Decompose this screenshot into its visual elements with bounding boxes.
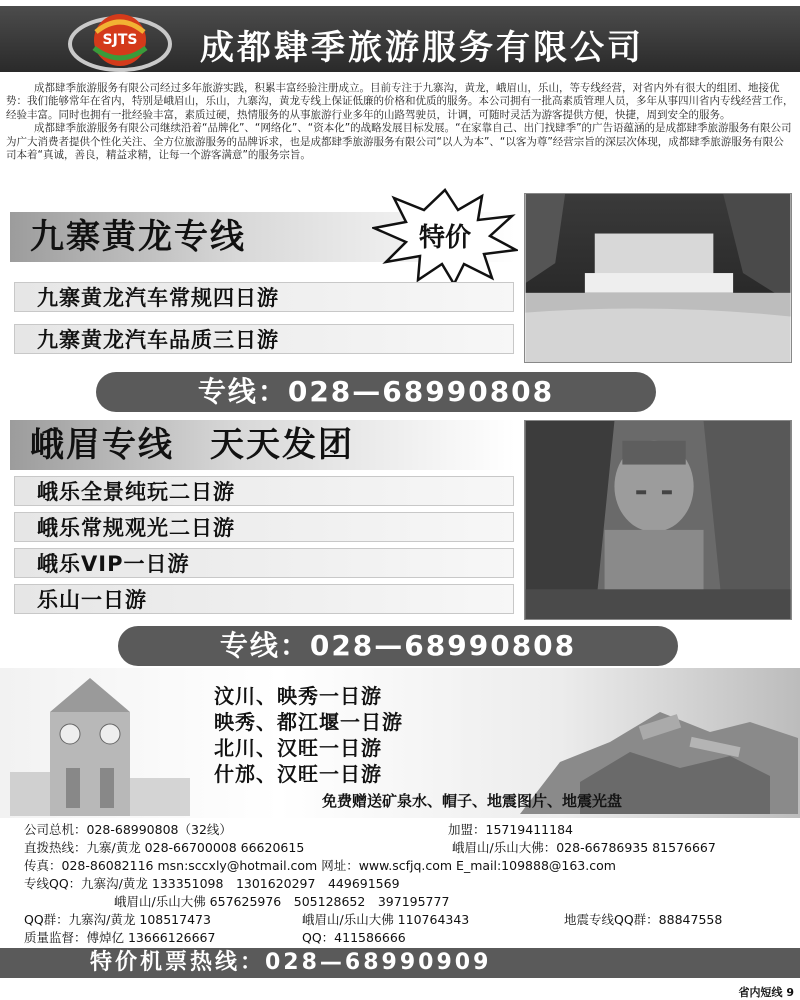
company-logo — [66, 6, 174, 76]
route-item[interactable]: 乐山一日游 — [14, 584, 514, 614]
intro-paragraph: 成都肆季旅游服务有限公司继续沿着“品牌化”、“网络化”、“资本化”的战略发展目标发展。“在家靠自己、出门找肆季”的广告语蕴涵的是成都肆季旅游服务有限公司为广大消费者提供个性化关注、全方位旅游服务的品牌诉求，也是成都肆季旅游服务有限公司“以人为本”、“以客为尊”经营宗旨的深层次体现，成都肆季旅游服务有限公司本着“真诚，善良，精益求精，让每一个游客满意”的服务宗旨。 — [6, 122, 792, 162]
quake-route-item[interactable]: 什邡、汉旺一日游 — [214, 762, 382, 786]
contact-group-jiuzhai: QQ群：九寨沟/黄龙 108517473 — [24, 912, 211, 927]
contact-join: 加盟：15719411184 — [448, 822, 573, 837]
ticket-hotline: 特价机票热线：028—68990909 — [0, 948, 800, 978]
page-footer: 省内短线 9 — [738, 986, 794, 999]
contact-supervise: 质量监督：傅焯亿 13666126667 — [24, 930, 216, 945]
contact-qq-jiuzhai: 专线QQ：九寨沟/黄龙 133351098 1301620297 449691569 — [24, 876, 400, 891]
header — [0, 0, 800, 80]
discount-badge-text: 特价 — [418, 223, 472, 253]
contact-group-quake: 地震专线QQ群：88847558 — [564, 912, 723, 927]
section-title-jiuzhai: 九寨黄龙专线 — [10, 212, 515, 262]
route-item[interactable]: 九寨黄龙汽车常规四日游 — [14, 282, 514, 312]
leshan-buddha-photo — [524, 420, 792, 620]
route-item[interactable]: 九寨黄龙汽车品质三日游 — [14, 324, 514, 354]
intro-paragraph: 成都肆季旅游服务有限公司经过多年旅游实践，积累丰富经验注册成立。目前专注于九寨沟，黄龙，峨眉山，乐山，等专线经营，对省内外有很大的组团、地接优势：我们能够常年在省内，特别是峨眉山，乐山，九寨沟，黄龙专线上保证低廉的价格和优质的服务。本公司拥有一批高素质管理人员，多年从事四川省内专线经营工作，经验丰富。同时也拥有一批经验丰富，素质过硬，热情服务的从事旅游行业多年的山路驾驶员，计调，可随时灵活为游客提供方便，快捷，周到安全的服务。 — [6, 82, 794, 121]
quake-route-item[interactable]: 北川、汉旺一日游 — [214, 736, 382, 760]
clock-tower-image — [10, 672, 190, 816]
contact-emei-direct: 峨眉山/乐山大佛：028-66786935 81576667 — [452, 840, 716, 855]
contact-hq: 公司总机：028-68990808（32线） — [24, 822, 232, 837]
intro-text — [6, 82, 794, 162]
contact-qq-supervise: QQ：411586666 — [302, 930, 406, 945]
hotline-jiuzhai: 专线：028—68990808 — [96, 372, 656, 412]
contact-qq-emei: 峨眉山/乐山大佛 657625976 505128652 397195777 — [114, 894, 450, 909]
logo-text: SJTS — [102, 32, 138, 48]
company-name: 成都肆季旅游服务有限公司 — [200, 28, 644, 68]
route-item[interactable]: 峨乐VIP一日游 — [14, 548, 514, 578]
contact-fax-web: 传真：028-86082116 msn:sccxly@hotmail.com 网址：www.scfjq.com E_mail:109888@163.com — [24, 858, 616, 873]
route-item[interactable]: 峨乐常规观光二日游 — [14, 512, 514, 542]
hotline-emei: 专线：028—68990808 — [118, 626, 678, 666]
contact-group-emei: 峨眉山/乐山大佛 110764343 — [302, 912, 470, 927]
contact-direct: 直拨热线：九寨/黄龙 028-66700008 66620615 — [24, 840, 305, 855]
waterfall-photo — [524, 193, 792, 363]
free-gift-note: 免费赠送矿泉水、帽子、地震图片、地震光盘 — [322, 792, 623, 810]
quake-route-item[interactable]: 映秀、都江堰一日游 — [214, 710, 403, 734]
quake-route-item[interactable]: 汶川、映秀一日游 — [214, 684, 382, 708]
section-title-emei: 峨眉专线 天天发团 — [10, 420, 515, 470]
route-item[interactable]: 峨乐全景纯玩二日游 — [14, 476, 514, 506]
discount-starburst — [372, 188, 518, 284]
